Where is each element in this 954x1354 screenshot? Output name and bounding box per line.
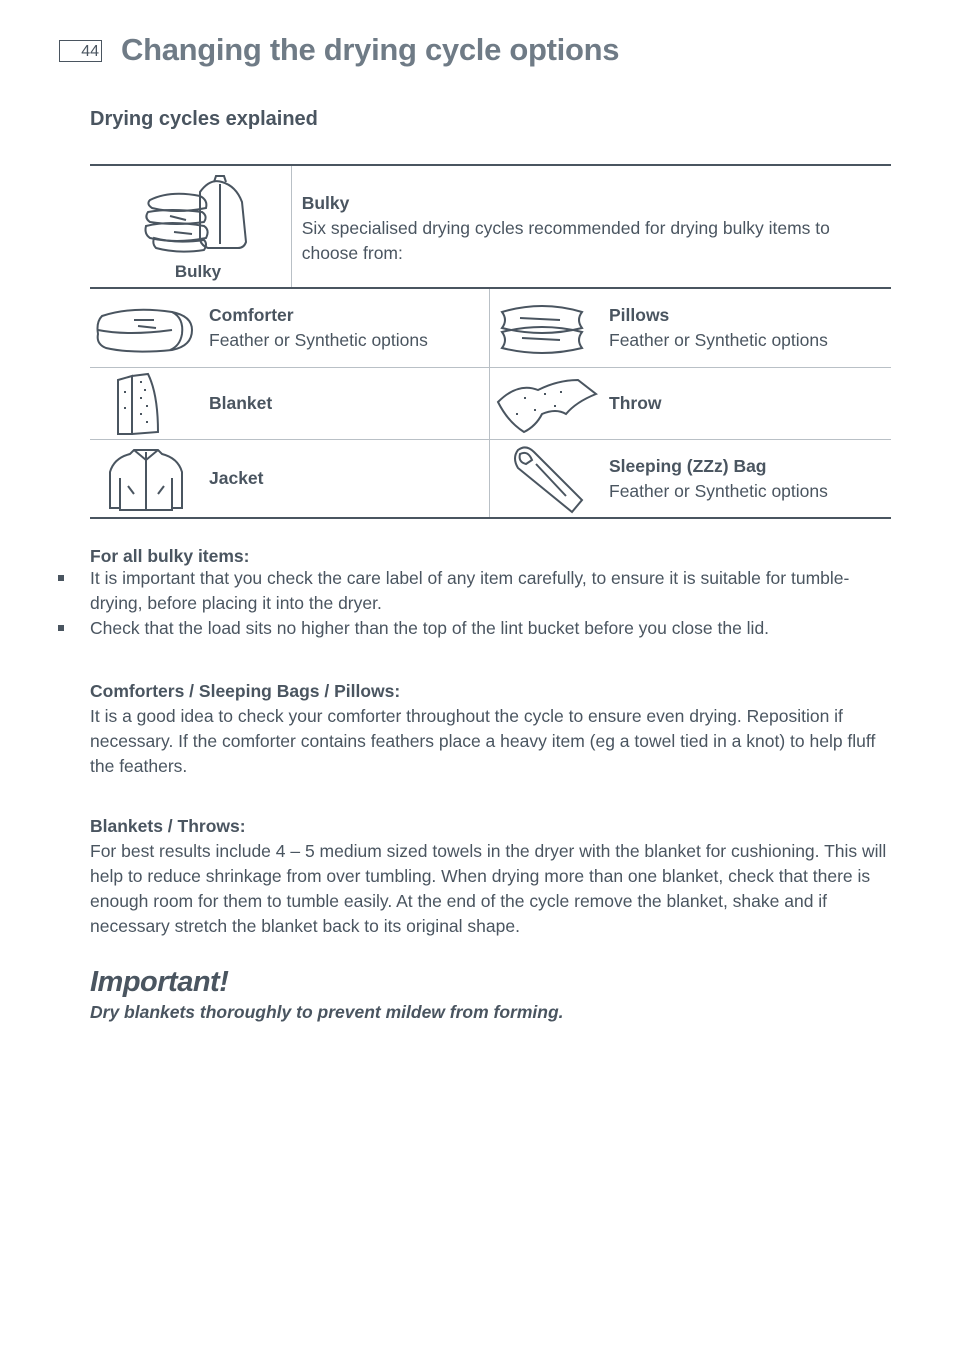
bulky-row (90, 166, 891, 289)
cycle-text (609, 303, 828, 353)
bulky-icon-cell (90, 166, 292, 287)
list-item (58, 566, 890, 616)
cycle-blanket (90, 368, 490, 439)
cycle-row (90, 368, 891, 440)
cycle-jacket (90, 440, 490, 517)
cycle-text (609, 454, 828, 504)
cycle-name: Comforter (209, 305, 294, 325)
cycle-text (209, 466, 264, 491)
bulky-name: Bulky (301, 193, 350, 213)
throw-icon (494, 374, 600, 434)
bulky-caption: Bulky (174, 262, 222, 281)
cycle-name: Pillows (609, 305, 670, 325)
comforter-icon (94, 300, 198, 356)
cycle-name: Throw (609, 393, 662, 413)
cycle-comforter (90, 289, 490, 367)
all-bulky-heading: For all bulky items: (90, 546, 250, 566)
page-number: 44 (59, 40, 102, 62)
cycle-text (209, 303, 428, 353)
cycle-sleeping-bag (490, 440, 890, 517)
cycle-option: Feather or Synthetic options (209, 330, 428, 350)
section-heading: Drying cycles explained (90, 108, 318, 130)
pillows-icon (494, 298, 590, 358)
drying-cycles-table (90, 164, 891, 519)
bulky-description-cell (292, 166, 891, 287)
blankets-heading: Blankets / Throws: (90, 816, 246, 836)
all-bulky-bullets (58, 566, 890, 641)
sleeping-bag-icon (494, 444, 590, 514)
list-item (58, 616, 890, 641)
cycle-pillows (490, 289, 890, 367)
cycle-option: Feather or Synthetic options (609, 480, 828, 501)
bulky-description: Six specialised drying cycles recommended for drying bulky items to choose from: (301, 218, 830, 263)
cycle-text (609, 391, 662, 416)
cycle-name: Jacket (209, 468, 264, 488)
bullet-icon (58, 625, 64, 631)
blanket-icon (94, 372, 198, 436)
comforters-heading: Comforters / Sleeping Bags / Pillows: (90, 681, 401, 701)
cycle-name: Blanket (209, 393, 273, 413)
bullet-icon (58, 575, 64, 581)
comforters-section (90, 679, 890, 779)
cycle-name: Sleeping (ZZz) Bag (609, 455, 767, 476)
comforters-text: It is a good idea to check your comforter throughout the cycle to ensure even drying. Reposition if necessary. If the comforter contains feathers place a heavy item (eg a towel tied in a knot) to help fluff the feathers. (90, 706, 876, 776)
bullet-text: It is important that you check the care label of any item carefully, to ensure it is suitable for tumble-drying, before placing it into the dryer. (90, 568, 850, 613)
blankets-text: For best results include 4 – 5 medium sized towels in the dryer with the blanket for cushioning. This will help to reduce shrinkage from over tumbling. When drying more than one blanket, check that there is enough room for them to tumble easily. At the end of the cycle remove the blanket, shake and if necessary stretch the blanket back to its original shape. (90, 841, 887, 936)
bullet-text: Check that the load sits no higher than the top of the lint bucket before you close the lid. (90, 618, 770, 638)
cycle-row (90, 440, 891, 517)
bulky-items-icon (140, 172, 250, 258)
page-title: Changing the drying cycle options (121, 32, 620, 67)
blankets-section (90, 814, 890, 939)
cycle-row (90, 289, 891, 368)
cycle-throw (490, 368, 890, 439)
jacket-icon (94, 444, 198, 514)
important-text: Dry blankets thoroughly to prevent mildew from forming. (90, 1002, 564, 1022)
important-title: Important! (90, 966, 229, 998)
cycle-option: Feather or Synthetic options (609, 330, 828, 350)
cycle-text (209, 391, 272, 416)
